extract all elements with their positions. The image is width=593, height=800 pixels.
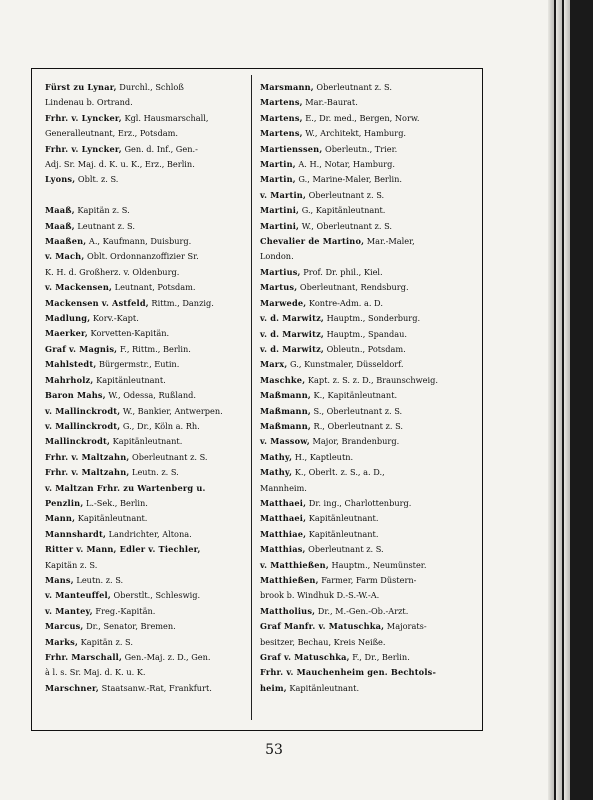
entry-line [45,404,253,419]
entry-name: Martini, [260,205,300,216]
entry-line [260,573,478,588]
entry-name: v. Manteuffel, [45,590,111,601]
entry-line [260,280,478,295]
entry-details: Kapt. z. S. z. D., Braunschweig. [305,374,438,385]
entry-line [260,665,478,680]
entry-line [45,203,253,218]
entry-details: Adj. Sr. Maj. d. K. u. K., Erz., Berlin. [45,159,195,170]
entry-name: Marx, [260,359,288,370]
entry-details: Oblt. z. S. [75,174,119,185]
entry-name: Graf v. Magnis, [45,343,118,354]
entry-line [45,249,253,264]
entry-line [260,558,478,573]
entry-details: Majorats- [384,621,427,632]
entry-details: Durchl., Schloß [116,82,184,92]
entry-line [45,527,253,542]
entry-name: v. Mantey, [45,605,93,616]
entry-line [260,650,478,665]
entry-details: Oberleutnant z. S. [306,189,385,200]
entry-line [260,249,478,264]
entry-details: W., Architekt, Hamburg. [302,128,407,139]
entry-line [45,172,253,187]
entry-details: Kapitän z. S. [45,559,98,570]
entry-details: W., Odessa, Rußland. [105,390,197,401]
entry-line [45,681,253,696]
entry-details: E., Dr. med., Bergen, Norw. [302,112,420,123]
entry-details: W., Bankier, Antwerpen. [120,405,223,416]
entry-line [260,203,478,218]
entry-name: Frhr. v. Lyncker, [45,143,122,154]
entry-name: v. Massow, [260,436,310,447]
entry-details: F., Dr., Berlin. [349,652,410,663]
entry-details: Kapitänleutnant. [93,374,166,385]
entry-details: Major, Brandenburg. [309,436,400,447]
entry-line [260,296,478,311]
entry-name: Maaßen, [45,236,87,247]
entry-name: v. Mach, [45,251,85,262]
entry-name: Marsmann, [260,82,314,92]
entry-line [260,419,478,434]
entry-name: Graf Manfr. v. Matuschka, [260,621,385,632]
entry-name: Penzlin, [45,497,84,508]
entry-line [45,650,253,665]
entry-line [45,434,253,449]
entry-details: G., Kapitänleutnant. [299,205,386,216]
entry-details: K. H. d. Großherz. v. Oldenburg. [45,266,180,277]
entry-name: Frhr. v. Maltzahn, [45,451,130,462]
entry-line [260,327,478,342]
entry-details: K., Kapitänleutnant. [310,390,398,401]
entry-line [45,265,253,280]
entry-details: R., Oberleutnant z. S. [310,420,403,431]
entry-line [260,265,478,280]
entry-details: Korvetten-Kapitän. [87,328,170,339]
entry-line [45,573,253,588]
entry-details: Dr., Senator, Bremen. [83,621,176,632]
entry-line [260,357,478,372]
entry-name: Marwede, [260,297,307,308]
entry-line [45,465,253,480]
entry-line [260,588,478,603]
entry-name: Mathy, [260,451,293,462]
entry-details: Oberleutnant z. S. [313,82,392,92]
entry-name: Lyons, [45,174,76,185]
left-column [45,80,253,696]
entry-details: London. [260,251,294,262]
entry-details: Kapitänleutnant. [110,436,183,447]
entry-line [260,496,478,511]
entry-line [260,481,478,496]
entry-line [260,142,478,157]
entry-details: Dr. ing., Charlottenburg. [306,497,412,508]
entry-details: Lindenau b. Ortrand. [45,97,133,108]
entry-name: Martin, [260,174,296,185]
entry-details: à l. s. Sr. Maj. d. K. u. K. [45,667,146,678]
entry-line [260,111,478,126]
entry-line [45,635,253,650]
entry-name: Frhr. v. Lyncker, [45,112,122,123]
entry-details: Kgl. Hausmarschall, [121,112,209,123]
entry-name: Mackensen v. Astfeld, [45,297,149,308]
entry-details: Kapitänleutnant. [306,528,379,539]
entry-name: v. d. Marwitz, [260,313,324,324]
entry-details: brook b. Windhuk D.-S.-W.-A. [260,590,380,601]
entry-details: A., Kaufmann, Duisburg. [86,236,192,247]
entry-line [45,373,253,388]
entry-details: Kapitän z. S. [74,205,130,216]
entry-details: Oberleutn., Trier. [322,143,398,154]
entry-details: Oberleutnant, Rendsburg. [297,282,409,293]
entry-details: Oberleutnant z. S. [129,451,208,462]
entry-line [260,542,478,557]
entry-details: Oberstlt., Schleswig. [110,590,201,601]
entry-details: A. H., Notar, Hamburg. [295,159,395,170]
entry-line [45,619,253,634]
right-column [260,80,478,696]
entry-line [45,342,253,357]
entry-details: besitzer, Bechau, Kreis Neiße. [260,636,386,647]
entry-details: Kontre-Adm. a. D. [306,297,383,308]
entry-line [45,511,253,526]
entry-line [260,234,478,249]
entry-details: Leutnant, Potsdam. [112,282,196,293]
entry-details: W., Oberleutnant z. S. [299,220,392,231]
entry-line [260,126,478,141]
entry-name: Frhr. v. Maltzahn, [45,467,130,478]
entry-line [45,388,253,403]
entry-line [260,527,478,542]
entry-line [45,280,253,295]
entry-details: G., Dr., Köln a. Rh. [120,420,200,431]
entry-details: Kapitänleutnant. [306,513,379,524]
entry-name: Martienssen, [260,143,323,154]
entry-line [45,357,253,372]
entry-name: Marks, [45,636,79,647]
entry-name: Mahlstedt, [45,359,97,370]
entry-details: Hauptm., Sonderburg. [323,313,421,324]
entry-line [260,604,478,619]
entry-line [260,80,478,95]
section-gap [45,188,253,203]
entry-name: v. d. Marwitz, [260,328,324,339]
entry-details: Kapitänleutnant. [286,682,360,693]
entry-name: Matthaei, [260,497,307,508]
entry-line [260,450,478,465]
entry-name: Maßmann, [260,420,311,431]
entry-details: Prof. Dr. phil., Kiel. [300,266,383,277]
entry-details: Oblt. Ordonnanzoffizier Sr. [84,251,199,262]
entry-line [45,296,253,311]
entry-name: Martens, [260,128,303,139]
entry-details: Leutnant z. S. [74,220,135,231]
entry-line [260,434,478,449]
entry-details: Kapitän z. S. [78,636,133,647]
entry-details: Gen. d. Inf., Gen.- [121,143,198,154]
entry-details: Mannheim. [260,482,307,493]
entry-name: v. Maltzan Frhr. zu Wartenberg u. [45,482,206,493]
entry-name: Matthias, [260,544,306,555]
entry-name: Ritter v. Mann, Edler v. Tiechler, [45,544,201,555]
entry-line [260,511,478,526]
entry-name: Maaß, [45,220,75,231]
entry-details: Leutn. z. S. [73,574,124,585]
entry-line [45,157,253,172]
entry-name: Maßmann, [260,390,311,401]
entry-name: Chevalier de Martino, [260,236,365,247]
entry-name: v. Mallinckrodt, [45,405,121,416]
entry-line [45,311,253,326]
entry-line [45,126,253,141]
entry-line [45,142,253,157]
entry-line [45,542,253,557]
page-edge [564,0,570,800]
entry-name: Martin, [260,159,296,170]
entry-name: Martius, [260,266,301,277]
entry-name: Matthießen, [260,575,319,585]
entry-name: Fürst zu Lynar, [45,82,117,92]
entry-details: Hauptm., Spandau. [323,328,407,339]
entry-name: v. Mallinckrodt, [45,420,121,431]
entry-line [45,481,253,496]
page-number: 53 [265,742,283,758]
entry-line [45,558,253,573]
entry-name: Mathy, [260,467,293,478]
entry-details: Mar.-Baurat. [302,97,358,108]
entry-line [260,219,478,234]
entry-name: Maßmann, [260,405,311,416]
entry-name: Baron Mahs, [45,390,106,401]
entry-details: Hauptm., Neumünster. [328,559,427,570]
entry-details: L.-Sek., Berlin. [83,497,148,508]
entry-name: v. d. Marwitz, [260,343,324,354]
entry-details: Generalleutnant, Erz., Potsdam. [45,128,178,139]
entry-line [260,619,478,634]
entry-line [45,219,253,234]
entry-name: heim, [260,682,287,693]
entry-details: Obleutn., Potsdam. [323,343,406,354]
entry-name: Matthaei, [260,513,307,524]
entry-details: Dr., M.-Gen.-Ob.-Arzt. [315,605,409,616]
entry-details: Landrichter, Altona. [106,528,192,539]
entry-line [260,388,478,403]
entry-line [260,157,478,172]
entry-line [260,172,478,187]
entry-line [45,111,253,126]
entry-details: K., Oberlt. z. S., a. D., [292,467,385,478]
entry-name: Mannshardt, [45,528,107,539]
entry-line [260,311,478,326]
entry-details: Freg.-Kapitän. [92,605,156,616]
entry-line [45,588,253,603]
entry-details: H., Kaptleutn. [292,451,354,462]
entry-details: Oberleutnant z. S. [305,544,384,555]
entry-name: Martens, [260,97,303,108]
entry-line [45,665,253,680]
entry-name: Martini, [260,220,300,231]
entry-details: G., Kunstmaler, Düsseldorf. [287,359,404,370]
entry-name: Mann, [45,513,76,524]
entry-line [45,326,253,341]
entry-details: Gen.-Maj. z. D., Gen. [122,652,211,663]
entry-line [260,465,478,480]
entry-line [45,419,253,434]
entry-line [45,234,253,249]
page-edge [556,0,562,800]
entry-name: Madlung, [45,313,91,324]
entry-line [260,188,478,203]
entry-name: Mans, [45,574,74,585]
entry-details: Bürgermstr., Eutin. [96,359,180,370]
entry-details: G., Marine-Maler, Berlin. [295,174,402,185]
entry-name: Mallinckrodt, [45,436,111,447]
entry-details: Korv.-Kapt. [90,313,139,324]
entry-line [45,80,253,95]
entry-name: v. Mackensen, [45,282,113,293]
entry-name: Mattholius, [260,605,316,616]
entry-name: Martus, [260,282,298,293]
entry-details: Farmer, Farm Düstern- [318,575,417,585]
entry-details: Staatsanw.-Rat, Frankfurt. [98,682,212,693]
entry-line [260,681,478,696]
entry-name: Maerker, [45,328,88,339]
entry-details: Kapitänleutnant. [75,513,148,524]
entry-name: Martens, [260,112,303,123]
entry-line [45,450,253,465]
entry-name: Maaß, [45,205,75,216]
entry-line [260,342,478,357]
entry-name: v. Martin, [260,189,307,200]
page-edge [548,0,554,800]
entry-line [260,404,478,419]
entry-name: Marcus, [45,621,84,632]
entry-name: Frhr. Marschall, [45,652,123,663]
entry-line [45,604,253,619]
entry-details: Rittm., Danzig. [148,297,214,308]
entry-name: Mahrholz, [45,374,94,385]
entry-details: F., Rittm., Berlin. [117,343,191,354]
entry-details: S., Oberleutnant z. S. [310,405,403,416]
entry-details: Leutn. z. S. [129,467,179,478]
entry-name: Maschke, [260,374,306,385]
entry-line [45,95,253,110]
entry-details: Mar.-Maler, [364,236,415,247]
entry-name: v. Matthießen, [260,559,329,570]
entry-line [260,373,478,388]
entry-line [260,635,478,650]
entry-line [260,95,478,110]
entry-name: Graf v. Matuschka, [260,652,350,663]
entry-name: Marschner, [45,682,99,693]
entry-name: Matthiae, [260,528,307,539]
entry-name: Frhr. v. Mauchenheim gen. Bechtols- [260,667,437,678]
entry-line [45,496,253,511]
